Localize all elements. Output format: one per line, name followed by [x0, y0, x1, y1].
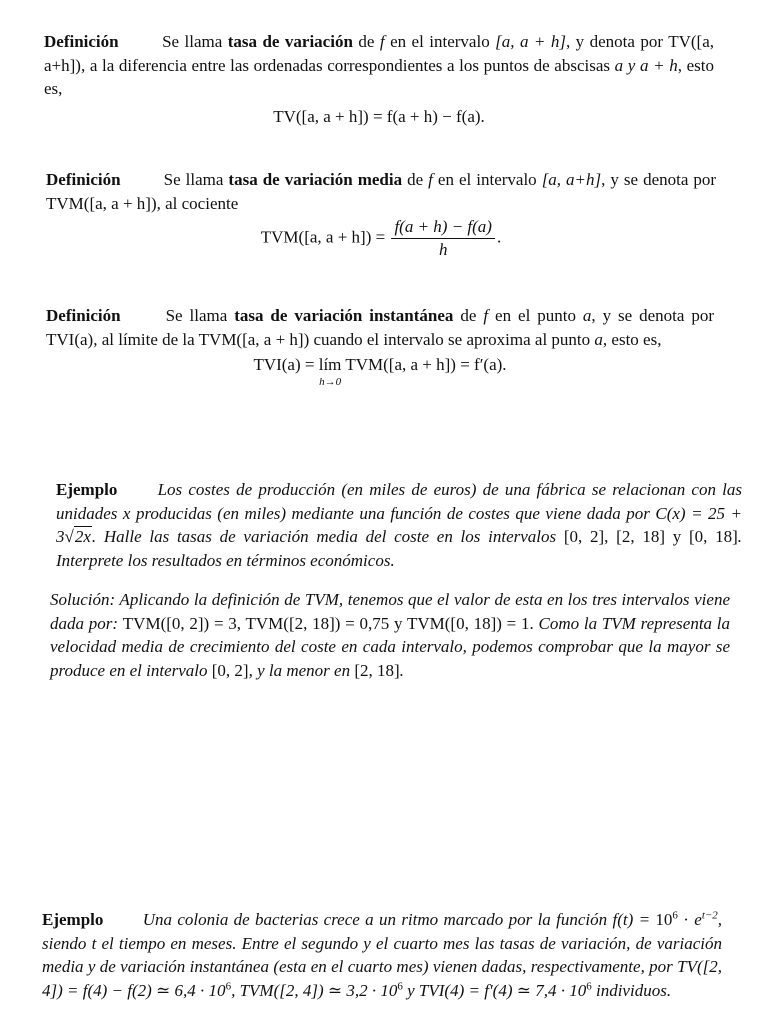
text: Solución: Aplicando la definición de TVM, tenemos que el valor de esta en los tres intervalos viene dada por:: [50, 590, 730, 633]
math: a: [582, 306, 592, 325]
text: , al cociente: [156, 193, 239, 213]
math: e: [694, 910, 702, 929]
math: f: [483, 306, 489, 325]
math: [0, 2], [2, 18] y [0, 18]: [563, 527, 738, 546]
numerator: f(a + h) − f(a): [391, 217, 495, 239]
text: producidas (en miles) mediante una función de costes que viene dada por: [135, 503, 650, 523]
math: 2x: [74, 527, 91, 546]
math: .: [496, 227, 502, 247]
definition-tvm: [46, 168, 716, 260]
math: [a, a + h]: [495, 32, 566, 51]
limit: [319, 353, 342, 388]
formula-tvi: [46, 353, 714, 388]
text: individuos.: [595, 980, 672, 1000]
definition-tv: [44, 30, 714, 129]
text: en el punto: [495, 306, 576, 325]
text: , siendo t el tiempo en meses. Entre el segundo y el cuarto mes las tasas de variación, de variación media y de variación instantánea (esta en el cuarto mes) vienen dadas, respectivamente, por: [42, 910, 723, 976]
math: TVI(a) =: [253, 355, 315, 374]
math: TVM([a, a + h]) =: [260, 227, 386, 247]
definition-label: Definición: [46, 170, 121, 189]
limit-operator: lím: [318, 355, 342, 374]
term: tasa de variación media: [228, 170, 403, 189]
text: Una colonia de bacterias crece a un ritmo marcado por la función: [142, 910, 608, 929]
math: TVM([a, a + h]): [46, 193, 157, 213]
text: . Halle las tasas de variación media del coste en los intervalos: [91, 527, 557, 546]
solution-costs: [50, 588, 730, 682]
text: Se llama: [163, 170, 224, 189]
exponent: 6: [397, 979, 403, 992]
term: tasa de variación instantánea: [234, 306, 454, 325]
text: de: [460, 306, 477, 325]
formula-tvm: [46, 217, 716, 260]
definition-tvi: [46, 304, 714, 388]
math: a: [594, 329, 603, 349]
exponent: 6: [586, 979, 592, 992]
math: y TVI(4) = f′(4) ≃ 7,4 · 10: [407, 980, 587, 1000]
text: de: [407, 170, 424, 189]
text: , esto es,: [44, 55, 715, 98]
text: en el intervalo: [437, 170, 537, 189]
text: de: [358, 32, 375, 51]
math: 10: [655, 910, 673, 929]
sqrt-icon: √: [64, 527, 74, 546]
text: , a la diferencia entre las ordenadas correspondientes a los puntos de abscisas: [80, 55, 611, 75]
math: [2, 18]: [354, 660, 400, 680]
example-bacteria: [42, 908, 722, 1002]
exponent: 6: [672, 909, 678, 922]
denominator: h: [438, 240, 448, 259]
example-costs: [56, 478, 742, 572]
example-label: Ejemplo: [56, 480, 118, 499]
text: , y denota por: [565, 32, 664, 51]
text: , y se denota por: [591, 306, 715, 325]
math: TV([a, a+h]): [44, 32, 714, 75]
math: f: [379, 32, 385, 51]
math: f(t) =: [612, 910, 651, 929]
limit-subscript: h→0: [319, 376, 342, 388]
math: TVM([a, a + h]): [198, 329, 310, 349]
math: x: [122, 503, 131, 523]
math: TVM([a, a + h]) = f′(a).: [345, 355, 507, 374]
example-label: Ejemplo: [42, 910, 104, 929]
text: , y la menor en: [248, 660, 351, 680]
text: Se llama: [162, 32, 223, 51]
math: [0, 2]: [211, 660, 249, 680]
math: ·: [683, 910, 689, 929]
math: TV([2, 4]) = f(4) − f(2) ≃ 6,4 · 10: [42, 957, 723, 1000]
math: C(x) = 25 + 3: [56, 503, 743, 546]
math: TVI(a): [46, 329, 94, 349]
text: Los costes de producción (en miles de euros) de una fábrica se relacionan con las unidades: [56, 480, 743, 523]
text: .: [399, 660, 404, 680]
math: TVM([0, 2]) = 3, TVM([2, 18]) = 0,75 y TVM([0, 18]) = 1.: [122, 613, 534, 633]
text: Se llama: [165, 306, 228, 325]
math: a y a + h: [614, 55, 678, 75]
fraction: [391, 217, 495, 260]
definition-label: Definición: [44, 32, 119, 51]
text: cuando el intervalo se aproxima al punto: [313, 329, 591, 349]
text: . Interprete los resultados en términos económicos.: [56, 527, 743, 570]
math: , TVM([2, 4]) ≃ 3,2 · 10: [231, 980, 398, 1000]
text: , y se denota por: [601, 170, 717, 189]
text: Como la TVM representa la velocidad media de crecimiento del coste en cada intervalo, podemos comprobar que la mayor se produce en el intervalo: [50, 613, 731, 680]
formula-tv: TV([a, a + h]) = f(a + h) − f(a).: [273, 106, 485, 126]
text: , al límite de la: [93, 329, 195, 349]
text: en el intervalo: [390, 32, 490, 51]
exponent: 6: [225, 979, 232, 992]
text: , esto es,: [602, 329, 662, 349]
term: tasa de variación: [227, 32, 353, 51]
exponent: t−2: [701, 909, 718, 922]
math: f: [428, 170, 433, 189]
definition-label: Definición: [46, 306, 121, 325]
math: [a, a+h]: [541, 170, 602, 189]
